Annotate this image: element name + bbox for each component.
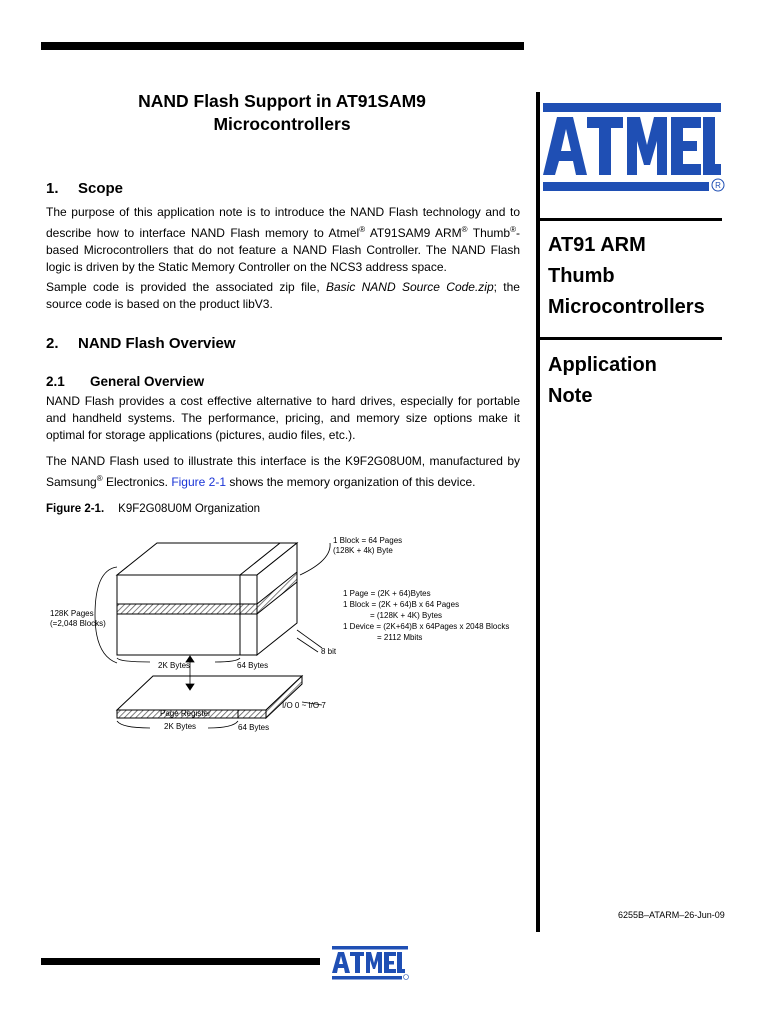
page-register-label: Page Register bbox=[160, 709, 211, 718]
bottom-rule bbox=[41, 958, 320, 965]
atmel-logo bbox=[543, 103, 725, 195]
overview-paragraph-2: The NAND Flash used to illustrate this interface is the K9F2G08U0M, manufactured by Samsung® Electronics. Figure 2-1 shows the memory organization of this device. bbox=[46, 454, 520, 489]
scope-paragraph-2: Sample code is provided the associated zip file, Basic NAND Source Code.zip; the source code is based on the product libV3. bbox=[46, 280, 520, 311]
product-family: AT91 ARM Thumb Microcontrollers bbox=[548, 234, 705, 318]
register-2k-label: 2K Bytes bbox=[164, 722, 197, 731]
pages-label: 128K Pages bbox=[50, 609, 94, 618]
svg-text:R: R bbox=[715, 181, 721, 190]
page-equation: 1 Page = (2K + 64)Bytes bbox=[343, 589, 431, 598]
block-label: 1 Block = 64 Pages bbox=[333, 536, 403, 545]
svg-text:= (128K + 4K) Bytes: = (128K + 4K) Bytes bbox=[370, 611, 443, 620]
sidebar-divider bbox=[540, 218, 722, 221]
nand-organization-diagram bbox=[40, 530, 540, 770]
source-file-name: Basic NAND Source Code.zip bbox=[325, 280, 494, 294]
atmel-logo-small bbox=[332, 946, 410, 982]
document-number: 6255B–ATARM–26-Jun-09 bbox=[618, 910, 725, 920]
array-64-label: 64 Bytes bbox=[237, 661, 269, 670]
overview-paragraph: NAND Flash provides a cost effective alternative to hard drives, especially for portable and handheld systems. The performance, pricing, and memory size options make it optimal for storage applications (pictures, audio files, etc.). bbox=[46, 394, 520, 442]
device-equation: 1 Device = (2K+64)B x 64Pages x 2048 Blocks bbox=[343, 622, 510, 631]
array-2k-label: 2K Bytes bbox=[158, 661, 191, 670]
scope-paragraph: The purpose of this application note is to introduce the NAND Flash technology and to describe how to interface NAND Flash memory to Atmel® AT91SAM9 ARM® Thumb®-based Microcontrollers that do not feature a NAND Flash Controller. The NAND Flash logic is driven by the Static Memory Controller on the NCS3 address space. bbox=[46, 205, 520, 274]
memory-array-front bbox=[117, 575, 257, 655]
section-heading-overview: 2. NAND Flash Overview bbox=[46, 335, 236, 352]
bus-width-label: 8 bit bbox=[321, 647, 337, 656]
register-64-label: 64 Bytes bbox=[238, 723, 270, 732]
figure-caption: Figure 2-1. K9F2G08U0M Organization bbox=[46, 503, 261, 515]
block-equation: 1 Block = (2K + 64)B x 64 Pages bbox=[343, 600, 460, 609]
svg-text:(=2,048 Blocks): (=2,048 Blocks) bbox=[50, 619, 106, 628]
svg-text:= 2112 Mbits: = 2112 Mbits bbox=[377, 633, 423, 642]
io-label: I/O 0 ~ I/O 7 bbox=[282, 701, 326, 710]
top-rule bbox=[41, 42, 524, 50]
document-title: NAND Flash Support in AT91SAM9 Microcontrollers bbox=[138, 91, 426, 134]
block-hatch-front bbox=[117, 604, 257, 614]
figure-link[interactable]: Figure 2-1 bbox=[171, 475, 227, 489]
section-heading-scope: 1. Scope bbox=[46, 180, 124, 197]
svg-text:(128K + 4k) Byte: (128K + 4k) Byte bbox=[333, 546, 393, 555]
subsection-heading-general: 2.1 General Overview bbox=[46, 374, 205, 389]
sidebar-divider bbox=[540, 337, 722, 340]
document-type: Application Note bbox=[548, 354, 657, 407]
